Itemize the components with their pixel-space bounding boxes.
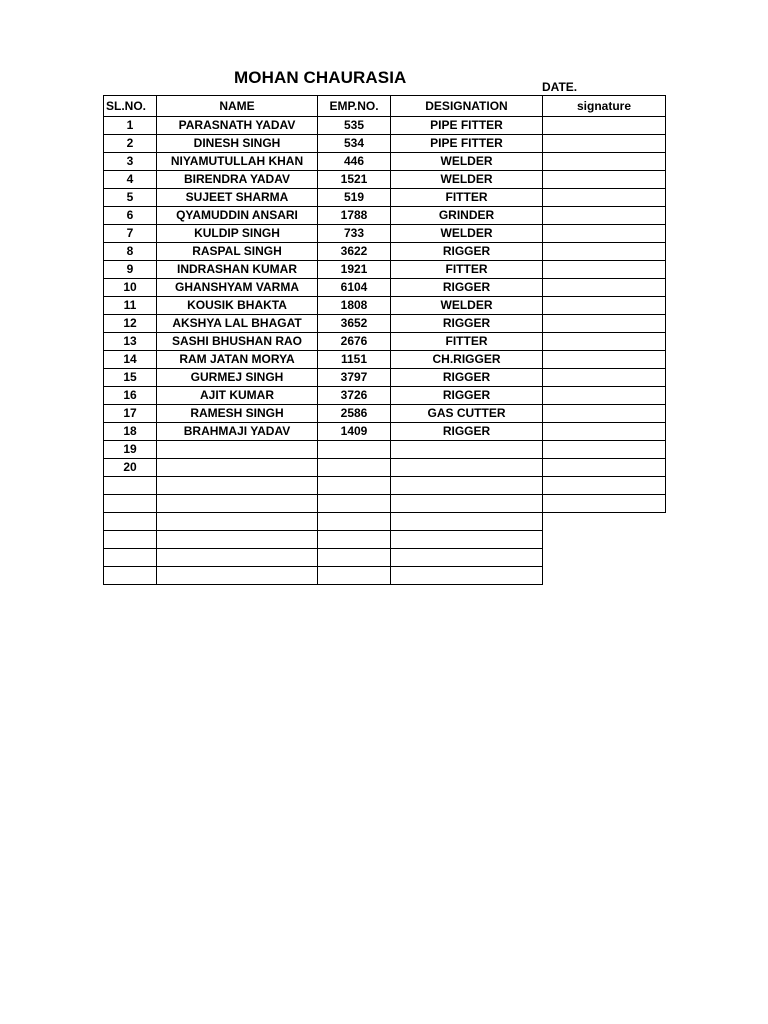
cell-sl-no: 14 — [104, 351, 157, 369]
cell-name — [157, 477, 318, 495]
table-row — [104, 189, 666, 207]
cell-signature[interactable] — [543, 261, 666, 279]
cell-designation: RIGGER — [391, 243, 543, 261]
cell-name — [157, 531, 318, 549]
cell-emp-no — [318, 567, 391, 585]
cell-designation: RIGGER — [391, 279, 543, 297]
cell-designation: CH.RIGGER — [391, 351, 543, 369]
cell-emp-no: 535 — [318, 117, 391, 135]
table-row — [104, 459, 666, 477]
cell-sl-no — [104, 513, 157, 531]
header-designation: DESIGNATION — [391, 96, 543, 117]
cell-name: QYAMUDDIN ANSARI — [157, 207, 318, 225]
cell-name: SUJEET SHARMA — [157, 189, 318, 207]
cell-name: SASHI BHUSHAN RAO — [157, 333, 318, 351]
cell-emp-no: 3622 — [318, 243, 391, 261]
cell-name — [157, 459, 318, 477]
empty-space — [543, 513, 666, 531]
cell-name — [157, 549, 318, 567]
cell-sl-no: 18 — [104, 423, 157, 441]
cell-sl-no: 3 — [104, 153, 157, 171]
cell-emp-no: 1921 — [318, 261, 391, 279]
cell-emp-no — [318, 459, 391, 477]
cell-name: GURMEJ SINGH — [157, 369, 318, 387]
cell-designation — [391, 459, 543, 477]
table-row — [104, 495, 666, 513]
table-row — [104, 207, 666, 225]
cell-name: AKSHYA LAL BHAGAT — [157, 315, 318, 333]
cell-sl-no: 20 — [104, 459, 157, 477]
cell-signature[interactable] — [543, 315, 666, 333]
table-row — [104, 351, 666, 369]
table-row — [104, 477, 666, 495]
cell-sl-no — [104, 549, 157, 567]
cell-sl-no: 13 — [104, 333, 157, 351]
cell-sl-no: 7 — [104, 225, 157, 243]
cell-sl-no: 4 — [104, 171, 157, 189]
table-body — [104, 117, 666, 585]
header-row — [104, 96, 666, 117]
cell-designation — [391, 531, 543, 549]
cell-sl-no: 12 — [104, 315, 157, 333]
cell-designation — [391, 549, 543, 567]
cell-sl-no: 10 — [104, 279, 157, 297]
cell-emp-no — [318, 531, 391, 549]
cell-designation — [391, 477, 543, 495]
table-row — [104, 315, 666, 333]
cell-name: BRAHMAJI YADAV — [157, 423, 318, 441]
cell-name — [157, 567, 318, 585]
cell-emp-no: 1151 — [318, 351, 391, 369]
cell-sl-no: 1 — [104, 117, 157, 135]
cell-name — [157, 495, 318, 513]
header-sl-no: SL.NO. — [104, 96, 157, 117]
header-emp-no: EMP.NO. — [318, 96, 391, 117]
cell-designation: FITTER — [391, 333, 543, 351]
cell-emp-no: 2586 — [318, 405, 391, 423]
cell-sl-no: 16 — [104, 387, 157, 405]
cell-emp-no: 2676 — [318, 333, 391, 351]
cell-name: PARASNATH YADAV — [157, 117, 318, 135]
cell-designation: GRINDER — [391, 207, 543, 225]
empty-space — [543, 531, 666, 549]
cell-signature[interactable] — [543, 207, 666, 225]
table-row — [104, 297, 666, 315]
cell-signature[interactable] — [543, 387, 666, 405]
cell-emp-no — [318, 477, 391, 495]
cell-signature[interactable] — [543, 423, 666, 441]
cell-name: NIYAMUTULLAH KHAN — [157, 153, 318, 171]
table-row — [104, 567, 666, 585]
date-label: DATE. — [542, 80, 578, 94]
cell-designation: WELDER — [391, 297, 543, 315]
cell-emp-no: 6104 — [318, 279, 391, 297]
cell-name: AJIT KUMAR — [157, 387, 318, 405]
cell-signature[interactable] — [543, 351, 666, 369]
cell-designation: FITTER — [391, 189, 543, 207]
cell-emp-no — [318, 549, 391, 567]
cell-designation: RIGGER — [391, 387, 543, 405]
table-row — [104, 153, 666, 171]
table-row — [104, 225, 666, 243]
cell-emp-no: 1808 — [318, 297, 391, 315]
cell-emp-no: 519 — [318, 189, 391, 207]
cell-name: DINESH SINGH — [157, 135, 318, 153]
cell-name: GHANSHYAM VARMA — [157, 279, 318, 297]
cell-signature[interactable] — [543, 459, 666, 477]
cell-signature[interactable] — [543, 243, 666, 261]
cell-name — [157, 441, 318, 459]
cell-name: INDRASHAN KUMAR — [157, 261, 318, 279]
table-row — [104, 549, 666, 567]
table-row — [104, 117, 666, 135]
cell-sl-no — [104, 567, 157, 585]
cell-signature[interactable] — [543, 441, 666, 459]
cell-emp-no — [318, 441, 391, 459]
cell-designation — [391, 495, 543, 513]
cell-sl-no — [104, 495, 157, 513]
cell-name: RAMESH SINGH — [157, 405, 318, 423]
header-name: NAME — [157, 96, 318, 117]
cell-signature[interactable] — [543, 495, 666, 513]
cell-designation: WELDER — [391, 153, 543, 171]
cell-emp-no: 3652 — [318, 315, 391, 333]
cell-designation: WELDER — [391, 225, 543, 243]
cell-designation: GAS CUTTER — [391, 405, 543, 423]
cell-signature[interactable] — [543, 225, 666, 243]
table-row — [104, 405, 666, 423]
empty-space — [543, 549, 666, 567]
table-row — [104, 513, 666, 531]
cell-emp-no — [318, 513, 391, 531]
cell-sl-no: 8 — [104, 243, 157, 261]
cell-designation: FITTER — [391, 261, 543, 279]
cell-designation — [391, 567, 543, 585]
cell-emp-no: 534 — [318, 135, 391, 153]
cell-designation — [391, 441, 543, 459]
header-signature: signature — [543, 96, 666, 117]
cell-name: RASPAL SINGH — [157, 243, 318, 261]
cell-sl-no: 2 — [104, 135, 157, 153]
cell-emp-no: 1409 — [318, 423, 391, 441]
cell-name: BIRENDRA YADAV — [157, 171, 318, 189]
empty-space — [543, 567, 666, 585]
table-row — [104, 279, 666, 297]
cell-designation: WELDER — [391, 171, 543, 189]
cell-signature[interactable] — [543, 135, 666, 153]
table-row — [104, 387, 666, 405]
table-row — [104, 171, 666, 189]
cell-designation: PIPE FITTER — [391, 135, 543, 153]
cell-designation: PIPE FITTER — [391, 117, 543, 135]
cell-designation: RIGGER — [391, 369, 543, 387]
cell-signature[interactable] — [543, 477, 666, 495]
cell-sl-no: 9 — [104, 261, 157, 279]
table-row — [104, 441, 666, 459]
cell-sl-no — [104, 477, 157, 495]
cell-designation — [391, 513, 543, 531]
cell-sl-no: 15 — [104, 369, 157, 387]
cell-emp-no: 3726 — [318, 387, 391, 405]
cell-emp-no: 1788 — [318, 207, 391, 225]
cell-name: KOUSIK BHAKTA — [157, 297, 318, 315]
cell-signature[interactable] — [543, 153, 666, 171]
cell-signature[interactable] — [543, 297, 666, 315]
attendance-table — [103, 95, 666, 585]
cell-sl-no: 5 — [104, 189, 157, 207]
table-row — [104, 243, 666, 261]
table-row — [104, 261, 666, 279]
cell-signature[interactable] — [543, 405, 666, 423]
cell-sl-no — [104, 531, 157, 549]
cell-signature[interactable] — [543, 333, 666, 351]
cell-sl-no: 19 — [104, 441, 157, 459]
cell-emp-no: 3797 — [318, 369, 391, 387]
table-row — [104, 423, 666, 441]
table-row — [104, 135, 666, 153]
cell-designation: RIGGER — [391, 315, 543, 333]
cell-signature[interactable] — [543, 189, 666, 207]
cell-sl-no: 6 — [104, 207, 157, 225]
table-row — [104, 333, 666, 351]
cell-emp-no — [318, 495, 391, 513]
cell-name — [157, 513, 318, 531]
cell-emp-no: 733 — [318, 225, 391, 243]
table-row — [104, 369, 666, 387]
cell-signature[interactable] — [543, 369, 666, 387]
cell-signature[interactable] — [543, 279, 666, 297]
cell-emp-no: 1521 — [318, 171, 391, 189]
cell-signature[interactable] — [543, 117, 666, 135]
cell-designation: RIGGER — [391, 423, 543, 441]
table-row — [104, 531, 666, 549]
cell-emp-no: 446 — [318, 153, 391, 171]
cell-sl-no: 11 — [104, 297, 157, 315]
cell-signature[interactable] — [543, 171, 666, 189]
cell-name: RAM JATAN MORYA — [157, 351, 318, 369]
page-title: MOHAN CHAURASIA — [234, 68, 407, 87]
cell-name: KULDIP SINGH — [157, 225, 318, 243]
cell-sl-no: 17 — [104, 405, 157, 423]
